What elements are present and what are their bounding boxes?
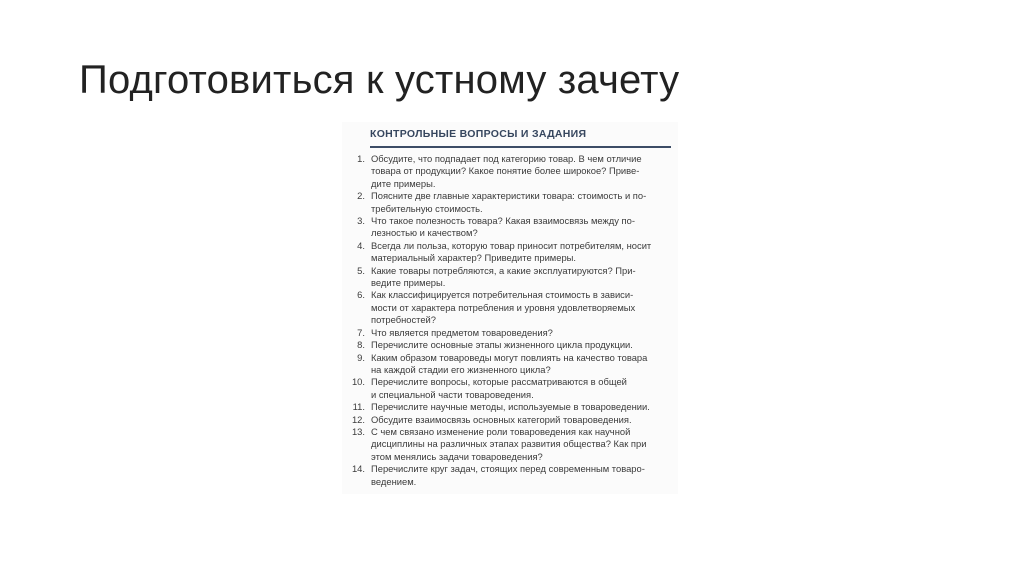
question-text-line: на каждой стадии его жизненного цикла? bbox=[371, 363, 551, 375]
question-text-line: Всегда ли польза, которую товар приносит потребителям, носит bbox=[371, 239, 652, 251]
question-item bbox=[342, 376, 678, 401]
question-item bbox=[342, 265, 678, 290]
question-text-line: Что является предметом товароведения? bbox=[371, 326, 553, 338]
question-item bbox=[342, 327, 678, 339]
question-text-line: Обсудите взаимосвязь основных категорий товароведения. bbox=[371, 413, 632, 425]
question-number: 8. bbox=[357, 339, 365, 351]
question-item bbox=[342, 153, 678, 190]
question-item bbox=[342, 190, 678, 215]
document-scan bbox=[342, 122, 678, 494]
question-item bbox=[342, 339, 678, 351]
question-text-line: товара от продукции? Какое понятие более широкое? Приве- bbox=[371, 165, 640, 177]
question-text-line: ведением. bbox=[371, 475, 417, 487]
question-item bbox=[342, 401, 678, 413]
question-item bbox=[342, 352, 678, 377]
question-text-line: и специальной части товароведения. bbox=[371, 388, 534, 400]
question-number: 1. bbox=[357, 153, 365, 164]
question-number: 13. bbox=[351, 425, 365, 437]
question-text-line: Что такое полезность товара? Какая взаимосвязь между по- bbox=[371, 215, 635, 227]
question-text-line: потребностей? bbox=[371, 314, 437, 326]
question-number: 6. bbox=[357, 289, 365, 301]
question-text-line: Перечислите круг задач, стоящих перед современным товаро- bbox=[371, 463, 645, 475]
question-number: 11. bbox=[352, 401, 365, 413]
question-number: 7. bbox=[357, 326, 365, 338]
question-text-line: Перечислите вопросы, которые рассматриваются в общей bbox=[371, 376, 627, 388]
question-text-line: Обсудите, что подпадает под категорию товар. В чем отличие bbox=[371, 153, 642, 164]
question-text-line: Перечислите основные этапы жизненного цикла продукции. bbox=[371, 339, 633, 351]
question-item bbox=[342, 414, 678, 426]
question-number: 12. bbox=[351, 413, 365, 425]
question-text-line: этом менялись задачи товароведения? bbox=[371, 450, 543, 462]
question-text-line: требительную стоимость. bbox=[371, 202, 483, 214]
question-number: 14. bbox=[351, 463, 365, 475]
question-number: 10. bbox=[351, 376, 365, 388]
question-item bbox=[342, 215, 678, 240]
question-list bbox=[342, 153, 678, 488]
question-number: 2. bbox=[357, 190, 365, 202]
question-text-line: мости от характера потребления и уровня удовлетворяемых bbox=[371, 301, 636, 313]
question-text-line: С чем связано изменение роли товароведения как научной bbox=[371, 425, 631, 437]
slide-title: Подготовиться к устному зачету bbox=[79, 58, 680, 102]
question-number: 5. bbox=[357, 264, 365, 276]
question-text-line: ведите примеры. bbox=[371, 277, 446, 289]
question-text-line: Поясните две главные характеристики товара: стоимость и по- bbox=[371, 190, 647, 202]
question-text-line: Перечислите научные методы, используемые в товароведении. bbox=[371, 401, 650, 413]
question-number: 9. bbox=[357, 351, 365, 363]
question-number: 3. bbox=[357, 215, 365, 227]
question-text-line: материальный характер? Приведите примеры. bbox=[371, 252, 577, 264]
question-item bbox=[342, 426, 678, 463]
question-text-line: дите примеры. bbox=[371, 177, 436, 189]
question-text-line: Какие товары потребляются, а какие эксплуатируются? При- bbox=[371, 264, 636, 276]
question-text-line: дисциплины на различных этапах развития общества? Как при bbox=[371, 438, 647, 450]
question-text-line: Как классифицируется потребительная стоимость в зависи- bbox=[371, 289, 634, 301]
question-item bbox=[342, 240, 678, 265]
document-heading: КОНТРОЛЬНЫЕ ВОПРОСЫ И ЗАДАНИЯ bbox=[370, 128, 587, 140]
heading-divider bbox=[370, 146, 671, 148]
question-item bbox=[342, 289, 678, 326]
question-text-line: Каким образом товароведы могут повлиять на качество товара bbox=[371, 351, 648, 363]
question-item bbox=[342, 463, 678, 488]
question-text-line: лезностью и качеством? bbox=[371, 227, 478, 239]
question-number: 4. bbox=[357, 239, 365, 251]
